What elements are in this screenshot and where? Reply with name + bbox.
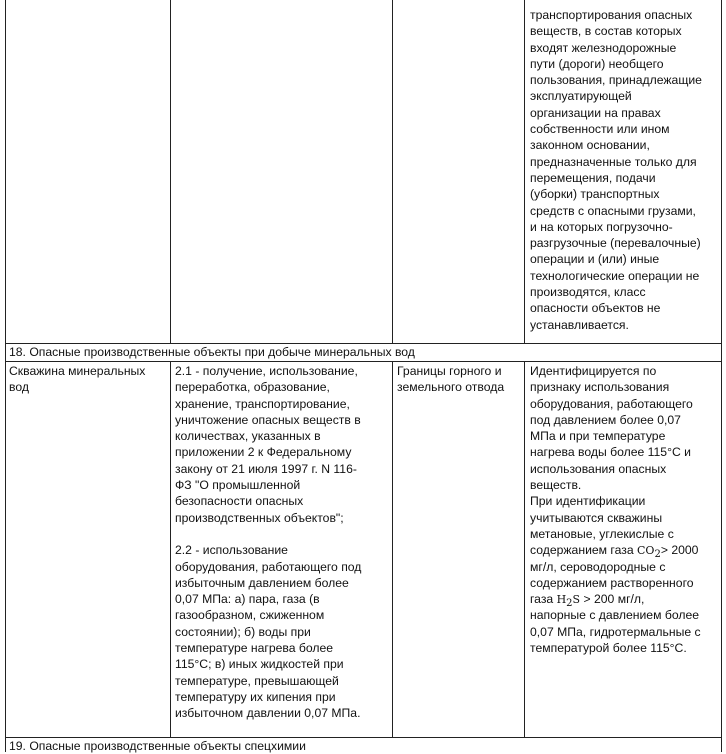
identification-note-cell — [530, 363, 701, 656]
co2-line — [530, 542, 701, 561]
criteria-line: температуру их кипения при — [175, 689, 336, 704]
column-divider-3 — [524, 0, 525, 343]
note-line: разгрузочные (перевалочные) — [530, 236, 701, 251]
criteria-line: переработка, образование, — [175, 380, 330, 395]
criteria-line: безопасности опасных — [175, 494, 304, 509]
note-line: Идентифицируется по — [530, 364, 657, 378]
note-line: устанавливается. — [530, 317, 629, 332]
co2-suffix: > 2000 — [660, 543, 699, 558]
h2s-symbol-s: S — [572, 593, 581, 607]
note-line: организации на правах — [530, 105, 661, 120]
column-divider-3b — [524, 361, 525, 737]
note-line: МПа и при температуре — [530, 429, 666, 444]
object-name-line: вод — [9, 380, 29, 395]
criteria-line: 0,07 МПа: а) пара, газа (в — [175, 592, 320, 607]
co2-subscript: 2 — [654, 549, 661, 561]
criteria-line: количествах, указанных в — [175, 429, 321, 444]
note-line: перемещения, подачи — [530, 170, 656, 185]
criteria-line: производственных объектов"; — [175, 510, 344, 525]
note-line: средств с опасными грузами, — [530, 203, 696, 218]
boundaries-line: земельного отвода — [397, 380, 505, 395]
note-line: нагрева воды более 115°C и — [530, 445, 691, 460]
section-18-heading: 18. Опасные производственные объекты при добыче минеральных вод — [9, 345, 415, 359]
criteria-line: избыточном давлении 0,07 МПа. — [175, 706, 361, 721]
note-line: входят железнодорожные — [530, 40, 677, 55]
note-line: температурой более 115°C. — [530, 641, 687, 656]
note-line: эксплуатирующей — [530, 89, 632, 104]
note-line: под давлением более 0,07 — [530, 412, 681, 427]
criteria-line: 2.1 - получение, использование, — [175, 364, 358, 378]
note-line: веществ, в состав которых — [530, 24, 682, 39]
note-line: пути (дороги) необщего — [530, 56, 664, 71]
criteria-line: избыточным давлением более — [175, 575, 349, 590]
h2s-line — [530, 591, 701, 610]
note-line: технологические операции не — [530, 268, 700, 283]
h2s-suffix: > 200 мг/л, — [583, 592, 645, 607]
note-line: использования опасных — [530, 461, 667, 476]
criteria-line: приложении 2 к Федеральному — [175, 445, 352, 460]
h2s-symbol-h: H — [556, 593, 567, 607]
note-line: содержанием растворенного — [530, 575, 694, 590]
co2-symbol: CO — [637, 544, 655, 558]
column-divider-2 — [392, 0, 393, 343]
note-line: пользования, принадлежащие — [530, 73, 702, 88]
boundaries-cell — [397, 363, 504, 396]
note-line: собственности или ином — [530, 122, 670, 137]
top-row-note — [530, 7, 702, 333]
criteria-line: ФЗ "О промышленной — [175, 478, 301, 493]
criteria-line: температуре, превышающей — [175, 673, 339, 688]
criteria-line: газообразном, сжиженном — [175, 608, 325, 623]
note-line: транспортирования опасных — [530, 8, 693, 22]
paragraph-gap — [175, 526, 361, 542]
table-border-left — [5, 0, 6, 752]
note-line: метановые, углекислые с — [530, 526, 674, 541]
column-divider-1 — [170, 0, 171, 343]
note-line: (уборки) транспортных — [530, 187, 660, 202]
note-line: напорные с давлением более — [530, 608, 700, 623]
note-line: оборудования, работающего — [530, 396, 693, 411]
note-line: 0,07 МПа, гидротермальные с — [530, 624, 701, 639]
h2s-subscript: 2 — [566, 598, 573, 610]
co2-prefix: содержанием газа — [530, 543, 634, 558]
h2s-formula — [556, 593, 581, 610]
criteria-line: уничтожение опасных веществ в — [175, 412, 361, 427]
note-line: и на которых погрузочно- — [530, 219, 673, 234]
note-line: производятся, класс — [530, 285, 646, 300]
note-line: При идентификации — [530, 494, 646, 509]
row-divider-heading-18 — [5, 361, 722, 362]
h2s-prefix: газа — [530, 592, 554, 607]
note-line: опасности объектов не — [530, 301, 661, 316]
note-line: веществ. — [530, 478, 582, 493]
note-line: учитываются скважины — [530, 510, 663, 525]
section-19-heading: 19. Опасные производственные объекты спецхимии — [9, 739, 306, 753]
note-line: мг/л, сероводородные с — [530, 559, 666, 574]
object-name-cell — [9, 363, 145, 396]
criteria-line: состоянии); б) воды при — [175, 624, 311, 639]
criteria-line: хранение, транспортирование, — [175, 396, 350, 411]
note-line: операции и (или) иные — [530, 252, 660, 267]
hazard-criteria-cell — [175, 363, 361, 722]
co2-formula — [637, 544, 661, 561]
criteria-line: температуре нагрева более — [175, 641, 334, 656]
object-name-line: Скважина минеральных — [9, 364, 146, 378]
note-line: признаку использования — [530, 380, 670, 395]
note-line: предназначенные только для — [530, 154, 697, 169]
boundaries-line: Границы горного и — [397, 364, 502, 378]
table-border-right — [721, 0, 722, 752]
criteria-line: оборудования, работающего под — [175, 559, 362, 574]
column-divider-1b — [170, 361, 171, 737]
criteria-line: закону от 21 июля 1997 г. N 116- — [175, 461, 357, 476]
criteria-line: 115°C; в) иных жидкостей при — [175, 657, 344, 672]
criteria-line: 2.2 - использование — [175, 543, 288, 558]
column-divider-2b — [392, 361, 393, 737]
note-line: законном основании, — [530, 138, 650, 153]
